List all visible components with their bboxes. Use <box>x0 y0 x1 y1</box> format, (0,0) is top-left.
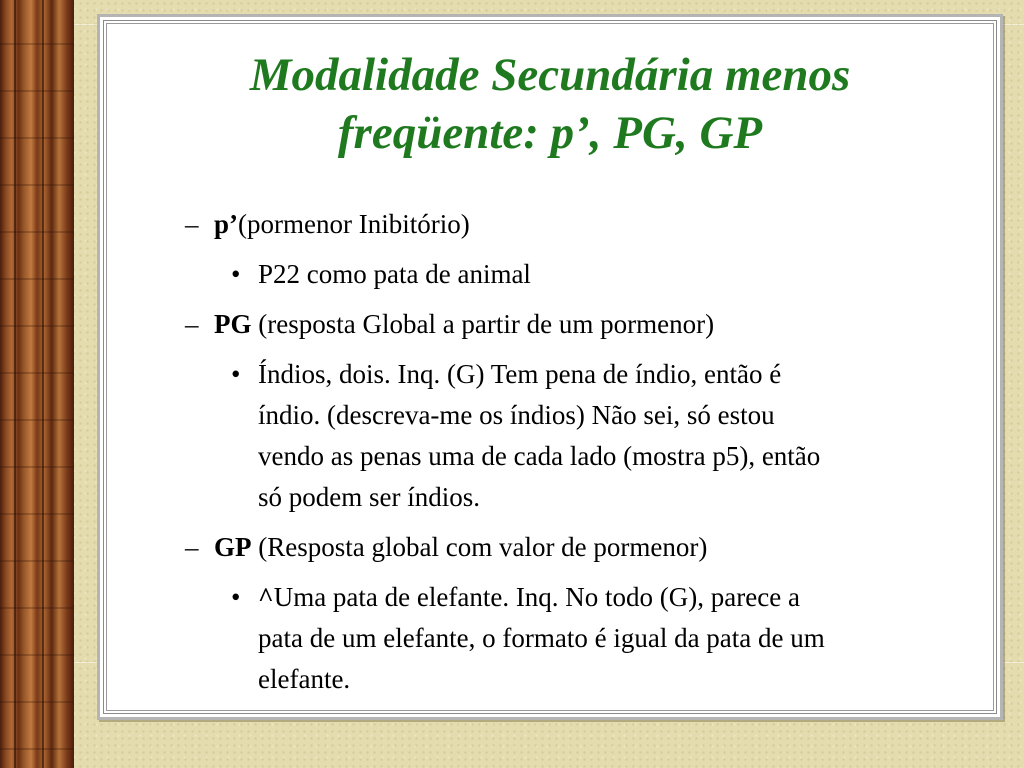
term-bold: p’ <box>214 209 239 239</box>
list-subitem: P22 como pata de animal <box>258 259 531 289</box>
list-subitem-line: Índios, dois. Inq. (G) Tem pena de índio, então é <box>258 359 782 389</box>
dash-marker: – <box>185 209 199 239</box>
term-bold: GP <box>214 532 252 562</box>
list-subitem-line: só podem ser índios. <box>258 482 480 512</box>
list-subitem-line: pata de um elefante, o formato é igual da pata de um <box>258 623 825 653</box>
caret-symbol: ^ <box>258 582 274 612</box>
bullet-marker: • <box>231 359 241 389</box>
list-subitem-line <box>258 577 800 618</box>
list-subitem-line: elefante. <box>258 664 351 694</box>
title-line-2: freqüente: p’, PG, GP <box>337 107 763 159</box>
item-text: (pormenor Inibitório) <box>238 209 470 239</box>
bullet-marker: • <box>231 582 241 612</box>
term-bold: PG <box>214 309 252 339</box>
dash-marker: – <box>185 532 199 562</box>
list-item-p-prime <box>214 204 470 245</box>
item-text: (Resposta global com valor de pormenor) <box>251 532 708 562</box>
list-subitem-line: vendo as penas uma de cada lado (mostra p5), então <box>258 441 821 471</box>
item-text: (resposta Global a partir de um pormenor) <box>251 309 715 339</box>
wood-grain-line <box>14 0 16 768</box>
wood-border <box>0 0 74 768</box>
list-subitem-line: índio. (descreva-me os índios) Não sei, só estou <box>258 400 775 430</box>
item-text: Uma pata de elefante. Inq. No todo (G), parece a <box>273 582 800 612</box>
dash-marker: – <box>185 309 199 339</box>
list-item-pg <box>214 304 714 345</box>
wood-grain-line <box>42 0 44 768</box>
list-item-gp <box>214 527 707 568</box>
title-line-1: Modalidade Secundária menos <box>249 49 851 101</box>
bullet-marker: • <box>231 259 241 289</box>
slide-title <box>110 46 990 162</box>
